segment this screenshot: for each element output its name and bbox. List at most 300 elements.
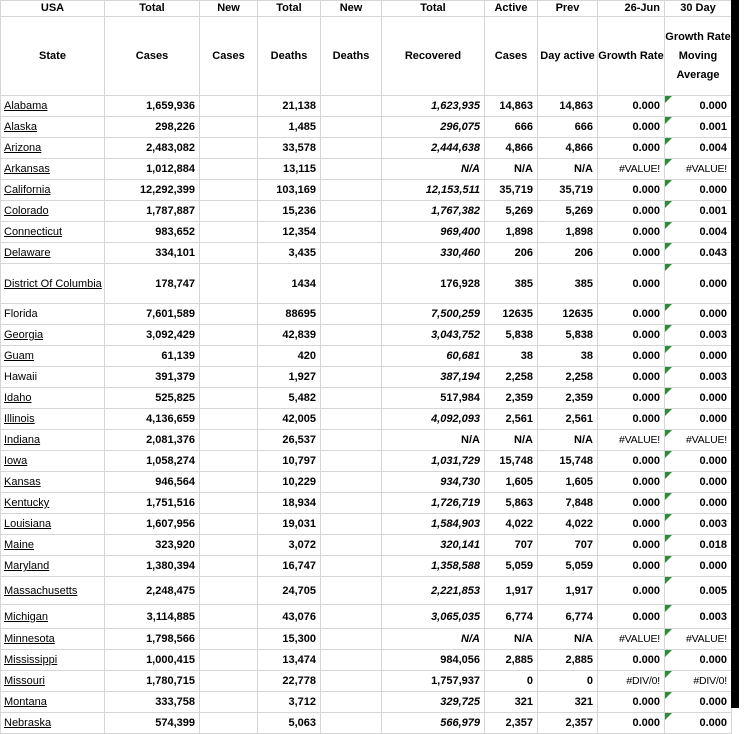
active-cases-cell[interactable]: 12635: [485, 304, 538, 325]
prev-day-active-cell[interactable]: 2,359: [538, 388, 598, 409]
total-cases-cell[interactable]: 334,101: [105, 243, 200, 264]
prev-day-active-cell[interactable]: N/A: [538, 629, 598, 650]
total-cases-cell[interactable]: 61,139: [105, 346, 200, 367]
active-cases-cell[interactable]: 385: [485, 264, 538, 304]
header-30-day[interactable]: 30 Day: [665, 1, 732, 17]
active-cases-cell[interactable]: 35,719: [485, 180, 538, 201]
active-cases-cell[interactable]: 1,898: [485, 222, 538, 243]
recovered-cell[interactable]: 387,194: [382, 367, 485, 388]
active-cases-cell[interactable]: 206: [485, 243, 538, 264]
state-cell[interactable]: Florida: [1, 304, 105, 325]
active-cases-cell[interactable]: 2,357: [485, 713, 538, 734]
recovered-cell[interactable]: N/A: [382, 430, 485, 451]
growth-rate-cell[interactable]: 0.000: [598, 180, 665, 201]
prev-day-active-cell[interactable]: 38: [538, 346, 598, 367]
active-cases-cell[interactable]: 6,774: [485, 605, 538, 629]
new-cases-cell[interactable]: [200, 138, 258, 159]
header-cases[interactable]: Cases: [105, 17, 200, 96]
prev-day-active-cell[interactable]: 1,917: [538, 577, 598, 605]
state-cell[interactable]: Alaska: [1, 117, 105, 138]
prev-day-active-cell[interactable]: 4,022: [538, 514, 598, 535]
new-cases-cell[interactable]: [200, 243, 258, 264]
recovered-cell[interactable]: 330,460: [382, 243, 485, 264]
moving-average-cell[interactable]: 0.000: [665, 409, 732, 430]
moving-average-cell[interactable]: 0.004: [665, 138, 732, 159]
moving-average-cell[interactable]: 0.000: [665, 451, 732, 472]
total-cases-cell[interactable]: 333,758: [105, 692, 200, 713]
prev-day-active-cell[interactable]: 2,258: [538, 367, 598, 388]
new-deaths-cell[interactable]: [321, 325, 382, 346]
state-cell[interactable]: Arizona: [1, 138, 105, 159]
prev-day-active-cell[interactable]: 2,885: [538, 650, 598, 671]
state-cell[interactable]: Alabama: [1, 96, 105, 117]
state-cell[interactable]: Colorado: [1, 201, 105, 222]
active-cases-cell[interactable]: 15,748: [485, 451, 538, 472]
new-deaths-cell[interactable]: [321, 713, 382, 734]
recovered-cell[interactable]: N/A: [382, 629, 485, 650]
recovered-cell[interactable]: N/A: [382, 159, 485, 180]
growth-rate-cell[interactable]: 0.000: [598, 605, 665, 629]
moving-average-cell[interactable]: 0.000: [665, 388, 732, 409]
new-deaths-cell[interactable]: [321, 556, 382, 577]
new-cases-cell[interactable]: [200, 325, 258, 346]
active-cases-cell[interactable]: 666: [485, 117, 538, 138]
active-cases-cell[interactable]: 38: [485, 346, 538, 367]
state-cell[interactable]: Arkansas: [1, 159, 105, 180]
new-cases-cell[interactable]: [200, 430, 258, 451]
moving-average-cell[interactable]: 0.018: [665, 535, 732, 556]
prev-day-active-cell[interactable]: 1,605: [538, 472, 598, 493]
prev-day-active-cell[interactable]: 12635: [538, 304, 598, 325]
recovered-cell[interactable]: 60,681: [382, 346, 485, 367]
new-deaths-cell[interactable]: [321, 243, 382, 264]
growth-rate-cell[interactable]: 0.000: [598, 713, 665, 734]
new-deaths-cell[interactable]: [321, 629, 382, 650]
total-deaths-cell[interactable]: 15,300: [258, 629, 321, 650]
new-cases-cell[interactable]: [200, 692, 258, 713]
total-cases-cell[interactable]: 525,825: [105, 388, 200, 409]
total-deaths-cell[interactable]: 15,236: [258, 201, 321, 222]
new-deaths-cell[interactable]: [321, 430, 382, 451]
active-cases-cell[interactable]: 4,022: [485, 514, 538, 535]
header-total-2[interactable]: Total: [258, 1, 321, 17]
total-deaths-cell[interactable]: 3,435: [258, 243, 321, 264]
new-cases-cell[interactable]: [200, 180, 258, 201]
active-cases-cell[interactable]: N/A: [485, 159, 538, 180]
moving-average-cell[interactable]: 0.003: [665, 514, 732, 535]
recovered-cell[interactable]: 3,043,752: [382, 325, 485, 346]
total-cases-cell[interactable]: 7,601,589: [105, 304, 200, 325]
state-cell[interactable]: Minnesota: [1, 629, 105, 650]
new-deaths-cell[interactable]: [321, 159, 382, 180]
new-cases-cell[interactable]: [200, 605, 258, 629]
total-cases-cell[interactable]: 2,483,082: [105, 138, 200, 159]
active-cases-cell[interactable]: 5,269: [485, 201, 538, 222]
total-cases-cell[interactable]: 1,000,415: [105, 650, 200, 671]
prev-day-active-cell[interactable]: 707: [538, 535, 598, 556]
moving-average-cell[interactable]: 0.000: [665, 472, 732, 493]
total-cases-cell[interactable]: 946,564: [105, 472, 200, 493]
recovered-cell[interactable]: 934,730: [382, 472, 485, 493]
prev-day-active-cell[interactable]: 5,269: [538, 201, 598, 222]
header-new[interactable]: New: [200, 1, 258, 17]
total-cases-cell[interactable]: 574,399: [105, 713, 200, 734]
prev-day-active-cell[interactable]: 206: [538, 243, 598, 264]
state-cell[interactable]: Mississippi: [1, 650, 105, 671]
recovered-cell[interactable]: 4,092,093: [382, 409, 485, 430]
prev-day-active-cell[interactable]: 5,838: [538, 325, 598, 346]
new-deaths-cell[interactable]: [321, 514, 382, 535]
total-cases-cell[interactable]: 1,780,715: [105, 671, 200, 692]
total-deaths-cell[interactable]: 88695: [258, 304, 321, 325]
state-cell[interactable]: Guam: [1, 346, 105, 367]
prev-day-active-cell[interactable]: 6,774: [538, 605, 598, 629]
new-deaths-cell[interactable]: [321, 605, 382, 629]
total-deaths-cell[interactable]: 5,063: [258, 713, 321, 734]
recovered-cell[interactable]: 1,031,729: [382, 451, 485, 472]
total-deaths-cell[interactable]: 1,927: [258, 367, 321, 388]
state-cell[interactable]: Michigan: [1, 605, 105, 629]
total-cases-cell[interactable]: 178,747: [105, 264, 200, 304]
state-cell[interactable]: Massachusetts: [1, 577, 105, 605]
active-cases-cell[interactable]: 5,863: [485, 493, 538, 514]
active-cases-cell[interactable]: 5,059: [485, 556, 538, 577]
new-deaths-cell[interactable]: [321, 222, 382, 243]
new-cases-cell[interactable]: [200, 201, 258, 222]
prev-day-active-cell[interactable]: 321: [538, 692, 598, 713]
total-deaths-cell[interactable]: 103,169: [258, 180, 321, 201]
header-recovered[interactable]: Recovered: [382, 17, 485, 96]
new-deaths-cell[interactable]: [321, 493, 382, 514]
growth-rate-cell[interactable]: 0.000: [598, 577, 665, 605]
active-cases-cell[interactable]: 707: [485, 535, 538, 556]
header-active[interactable]: Active: [485, 1, 538, 17]
total-cases-cell[interactable]: 323,920: [105, 535, 200, 556]
prev-day-active-cell[interactable]: 0: [538, 671, 598, 692]
header-new-cases[interactable]: Cases: [200, 17, 258, 96]
total-cases-cell[interactable]: 3,114,885: [105, 605, 200, 629]
moving-average-cell[interactable]: 0.000: [665, 264, 732, 304]
moving-average-cell[interactable]: 0.000: [665, 96, 732, 117]
moving-average-cell[interactable]: 0.000: [665, 650, 732, 671]
moving-average-cell[interactable]: 0.001: [665, 117, 732, 138]
recovered-cell[interactable]: 566,979: [382, 713, 485, 734]
active-cases-cell[interactable]: 4,866: [485, 138, 538, 159]
recovered-cell[interactable]: 2,221,853: [382, 577, 485, 605]
recovered-cell[interactable]: 1,767,382: [382, 201, 485, 222]
total-deaths-cell[interactable]: 26,537: [258, 430, 321, 451]
new-deaths-cell[interactable]: [321, 367, 382, 388]
active-cases-cell[interactable]: 2,359: [485, 388, 538, 409]
moving-average-cell[interactable]: 0.000: [665, 556, 732, 577]
recovered-cell[interactable]: 1,358,588: [382, 556, 485, 577]
total-deaths-cell[interactable]: 12,354: [258, 222, 321, 243]
growth-rate-cell[interactable]: 0.000: [598, 304, 665, 325]
total-cases-cell[interactable]: 391,379: [105, 367, 200, 388]
prev-day-active-cell[interactable]: 666: [538, 117, 598, 138]
active-cases-cell[interactable]: 2,561: [485, 409, 538, 430]
recovered-cell[interactable]: 7,500,259: [382, 304, 485, 325]
growth-rate-cell[interactable]: 0.000: [598, 650, 665, 671]
new-cases-cell[interactable]: [200, 117, 258, 138]
prev-day-active-cell[interactable]: 2,561: [538, 409, 598, 430]
total-deaths-cell[interactable]: 42,839: [258, 325, 321, 346]
prev-day-active-cell[interactable]: 1,898: [538, 222, 598, 243]
growth-rate-cell[interactable]: 0.000: [598, 243, 665, 264]
recovered-cell[interactable]: 1,623,935: [382, 96, 485, 117]
state-cell[interactable]: Delaware: [1, 243, 105, 264]
total-cases-cell[interactable]: 3,092,429: [105, 325, 200, 346]
state-cell[interactable]: Hawaii: [1, 367, 105, 388]
new-cases-cell[interactable]: [200, 493, 258, 514]
total-cases-cell[interactable]: 4,136,659: [105, 409, 200, 430]
total-cases-cell[interactable]: 1,058,274: [105, 451, 200, 472]
new-cases-cell[interactable]: [200, 222, 258, 243]
new-deaths-cell[interactable]: [321, 201, 382, 222]
state-cell[interactable]: Louisiana: [1, 514, 105, 535]
moving-average-cell[interactable]: #VALUE!: [665, 629, 732, 650]
total-deaths-cell[interactable]: 420: [258, 346, 321, 367]
state-cell[interactable]: Kentucky: [1, 493, 105, 514]
growth-rate-cell[interactable]: 0.000: [598, 493, 665, 514]
total-cases-cell[interactable]: 1,659,936: [105, 96, 200, 117]
header-total-3[interactable]: Total: [382, 1, 485, 17]
active-cases-cell[interactable]: 1,917: [485, 577, 538, 605]
new-deaths-cell[interactable]: [321, 650, 382, 671]
total-deaths-cell[interactable]: 3,712: [258, 692, 321, 713]
total-deaths-cell[interactable]: 1,485: [258, 117, 321, 138]
state-cell[interactable]: Missouri: [1, 671, 105, 692]
total-deaths-cell[interactable]: 10,797: [258, 451, 321, 472]
state-cell[interactable]: Maine: [1, 535, 105, 556]
header-total[interactable]: Total: [105, 1, 200, 17]
growth-rate-cell[interactable]: 0.000: [598, 264, 665, 304]
growth-rate-cell[interactable]: 0.000: [598, 138, 665, 159]
total-deaths-cell[interactable]: 1434: [258, 264, 321, 304]
total-deaths-cell[interactable]: 18,934: [258, 493, 321, 514]
state-cell[interactable]: Montana: [1, 692, 105, 713]
total-cases-cell[interactable]: 12,292,399: [105, 180, 200, 201]
new-cases-cell[interactable]: [200, 388, 258, 409]
recovered-cell[interactable]: 296,075: [382, 117, 485, 138]
new-deaths-cell[interactable]: [321, 388, 382, 409]
header-deaths[interactable]: Deaths: [258, 17, 321, 96]
moving-average-cell[interactable]: 0.000: [665, 304, 732, 325]
active-cases-cell[interactable]: N/A: [485, 430, 538, 451]
new-cases-cell[interactable]: [200, 264, 258, 304]
new-cases-cell[interactable]: [200, 367, 258, 388]
new-cases-cell[interactable]: [200, 409, 258, 430]
growth-rate-cell[interactable]: 0.000: [598, 388, 665, 409]
total-cases-cell[interactable]: 1,787,887: [105, 201, 200, 222]
new-deaths-cell[interactable]: [321, 577, 382, 605]
new-deaths-cell[interactable]: [321, 671, 382, 692]
moving-average-cell[interactable]: 0.043: [665, 243, 732, 264]
header-new-deaths[interactable]: Deaths: [321, 17, 382, 96]
moving-average-cell[interactable]: 0.000: [665, 346, 732, 367]
state-cell[interactable]: Georgia: [1, 325, 105, 346]
total-cases-cell[interactable]: 1,751,516: [105, 493, 200, 514]
header-date-26-jun[interactable]: 26-Jun: [598, 1, 665, 17]
moving-average-cell[interactable]: 0.000: [665, 493, 732, 514]
recovered-cell[interactable]: 1,726,719: [382, 493, 485, 514]
active-cases-cell[interactable]: N/A: [485, 629, 538, 650]
recovered-cell[interactable]: 1,584,903: [382, 514, 485, 535]
header-state[interactable]: State: [1, 17, 105, 96]
recovered-cell[interactable]: 2,444,638: [382, 138, 485, 159]
prev-day-active-cell[interactable]: N/A: [538, 430, 598, 451]
prev-day-active-cell[interactable]: 5,059: [538, 556, 598, 577]
header-prev[interactable]: Prev: [538, 1, 598, 17]
new-deaths-cell[interactable]: [321, 472, 382, 493]
recovered-cell[interactable]: 3,065,035: [382, 605, 485, 629]
growth-rate-cell[interactable]: 0.000: [598, 96, 665, 117]
total-cases-cell[interactable]: 1,607,956: [105, 514, 200, 535]
new-cases-cell[interactable]: [200, 346, 258, 367]
total-deaths-cell[interactable]: 21,138: [258, 96, 321, 117]
new-deaths-cell[interactable]: [321, 346, 382, 367]
growth-rate-cell[interactable]: #VALUE!: [598, 430, 665, 451]
moving-average-cell[interactable]: 0.003: [665, 367, 732, 388]
growth-rate-cell[interactable]: #VALUE!: [598, 159, 665, 180]
growth-rate-cell[interactable]: 0.000: [598, 556, 665, 577]
total-cases-cell[interactable]: 2,248,475: [105, 577, 200, 605]
moving-average-cell[interactable]: 0.004: [665, 222, 732, 243]
recovered-cell[interactable]: 329,725: [382, 692, 485, 713]
new-deaths-cell[interactable]: [321, 304, 382, 325]
recovered-cell[interactable]: 1,757,937: [382, 671, 485, 692]
total-cases-cell[interactable]: 298,226: [105, 117, 200, 138]
new-cases-cell[interactable]: [200, 556, 258, 577]
total-deaths-cell[interactable]: 43,076: [258, 605, 321, 629]
new-cases-cell[interactable]: [200, 472, 258, 493]
new-cases-cell[interactable]: [200, 96, 258, 117]
new-cases-cell[interactable]: [200, 671, 258, 692]
state-cell[interactable]: California: [1, 180, 105, 201]
prev-day-active-cell[interactable]: 2,357: [538, 713, 598, 734]
growth-rate-cell[interactable]: 0.000: [598, 451, 665, 472]
new-deaths-cell[interactable]: [321, 180, 382, 201]
growth-rate-cell[interactable]: 0.000: [598, 367, 665, 388]
new-deaths-cell[interactable]: [321, 409, 382, 430]
new-deaths-cell[interactable]: [321, 692, 382, 713]
total-deaths-cell[interactable]: 13,115: [258, 159, 321, 180]
total-deaths-cell[interactable]: 5,482: [258, 388, 321, 409]
header-prev-day-active[interactable]: Day active: [538, 17, 598, 96]
state-cell[interactable]: Idaho: [1, 388, 105, 409]
total-deaths-cell[interactable]: 10,229: [258, 472, 321, 493]
total-cases-cell[interactable]: 1,380,394: [105, 556, 200, 577]
state-cell[interactable]: Nebraska: [1, 713, 105, 734]
state-cell[interactable]: Connecticut: [1, 222, 105, 243]
total-cases-cell[interactable]: 2,081,376: [105, 430, 200, 451]
new-cases-cell[interactable]: [200, 514, 258, 535]
recovered-cell[interactable]: 969,400: [382, 222, 485, 243]
moving-average-cell[interactable]: 0.005: [665, 577, 732, 605]
header-new-2[interactable]: New: [321, 1, 382, 17]
active-cases-cell[interactable]: 14,863: [485, 96, 538, 117]
growth-rate-cell[interactable]: #DIV/0!: [598, 671, 665, 692]
total-deaths-cell[interactable]: 16,747: [258, 556, 321, 577]
growth-rate-cell[interactable]: 0.000: [598, 692, 665, 713]
prev-day-active-cell[interactable]: 14,863: [538, 96, 598, 117]
total-deaths-cell[interactable]: 13,474: [258, 650, 321, 671]
moving-average-cell[interactable]: #VALUE!: [665, 159, 732, 180]
new-deaths-cell[interactable]: [321, 117, 382, 138]
growth-rate-cell[interactable]: #VALUE!: [598, 629, 665, 650]
recovered-cell[interactable]: 12,153,511: [382, 180, 485, 201]
total-cases-cell[interactable]: 1,012,884: [105, 159, 200, 180]
total-deaths-cell[interactable]: 24,705: [258, 577, 321, 605]
active-cases-cell[interactable]: 5,838: [485, 325, 538, 346]
growth-rate-cell[interactable]: 0.000: [598, 201, 665, 222]
new-cases-cell[interactable]: [200, 629, 258, 650]
active-cases-cell[interactable]: 321: [485, 692, 538, 713]
moving-average-cell[interactable]: #DIV/0!: [665, 671, 732, 692]
new-cases-cell[interactable]: [200, 535, 258, 556]
new-deaths-cell[interactable]: [321, 451, 382, 472]
active-cases-cell[interactable]: 2,885: [485, 650, 538, 671]
state-cell[interactable]: Illinois: [1, 409, 105, 430]
growth-rate-cell[interactable]: 0.000: [598, 514, 665, 535]
moving-average-cell[interactable]: 0.000: [665, 713, 732, 734]
moving-average-cell[interactable]: 0.001: [665, 201, 732, 222]
prev-day-active-cell[interactable]: 385: [538, 264, 598, 304]
new-deaths-cell[interactable]: [321, 535, 382, 556]
recovered-cell[interactable]: 984,056: [382, 650, 485, 671]
recovered-cell[interactable]: 517,984: [382, 388, 485, 409]
prev-day-active-cell[interactable]: N/A: [538, 159, 598, 180]
state-cell[interactable]: Iowa: [1, 451, 105, 472]
new-cases-cell[interactable]: [200, 159, 258, 180]
header-growth-rate[interactable]: Growth Rate: [598, 17, 665, 96]
prev-day-active-cell[interactable]: 15,748: [538, 451, 598, 472]
new-cases-cell[interactable]: [200, 577, 258, 605]
growth-rate-cell[interactable]: 0.000: [598, 222, 665, 243]
moving-average-cell[interactable]: 0.003: [665, 605, 732, 629]
header-growth-rate-moving-average[interactable]: Growth Rate Moving Average: [665, 17, 732, 96]
new-deaths-cell[interactable]: [321, 138, 382, 159]
growth-rate-cell[interactable]: 0.000: [598, 472, 665, 493]
header-usa[interactable]: USA: [1, 1, 105, 17]
total-deaths-cell[interactable]: 42,005: [258, 409, 321, 430]
total-deaths-cell[interactable]: 3,072: [258, 535, 321, 556]
active-cases-cell[interactable]: 2,258: [485, 367, 538, 388]
state-cell[interactable]: Maryland: [1, 556, 105, 577]
new-cases-cell[interactable]: [200, 304, 258, 325]
prev-day-active-cell[interactable]: 35,719: [538, 180, 598, 201]
moving-average-cell[interactable]: #VALUE!: [665, 430, 732, 451]
state-cell[interactable]: District Of Columbia: [1, 264, 105, 304]
moving-average-cell[interactable]: 0.000: [665, 692, 732, 713]
active-cases-cell[interactable]: 1,605: [485, 472, 538, 493]
recovered-cell[interactable]: 176,928: [382, 264, 485, 304]
total-deaths-cell[interactable]: 22,778: [258, 671, 321, 692]
state-cell[interactable]: Kansas: [1, 472, 105, 493]
new-deaths-cell[interactable]: [321, 96, 382, 117]
moving-average-cell[interactable]: 0.000: [665, 180, 732, 201]
growth-rate-cell[interactable]: 0.000: [598, 535, 665, 556]
header-active-cases[interactable]: Cases: [485, 17, 538, 96]
growth-rate-cell[interactable]: 0.000: [598, 117, 665, 138]
new-deaths-cell[interactable]: [321, 264, 382, 304]
prev-day-active-cell[interactable]: 4,866: [538, 138, 598, 159]
new-cases-cell[interactable]: [200, 650, 258, 671]
total-cases-cell[interactable]: 983,652: [105, 222, 200, 243]
growth-rate-cell[interactable]: 0.000: [598, 409, 665, 430]
active-cases-cell[interactable]: 0: [485, 671, 538, 692]
moving-average-cell[interactable]: 0.003: [665, 325, 732, 346]
